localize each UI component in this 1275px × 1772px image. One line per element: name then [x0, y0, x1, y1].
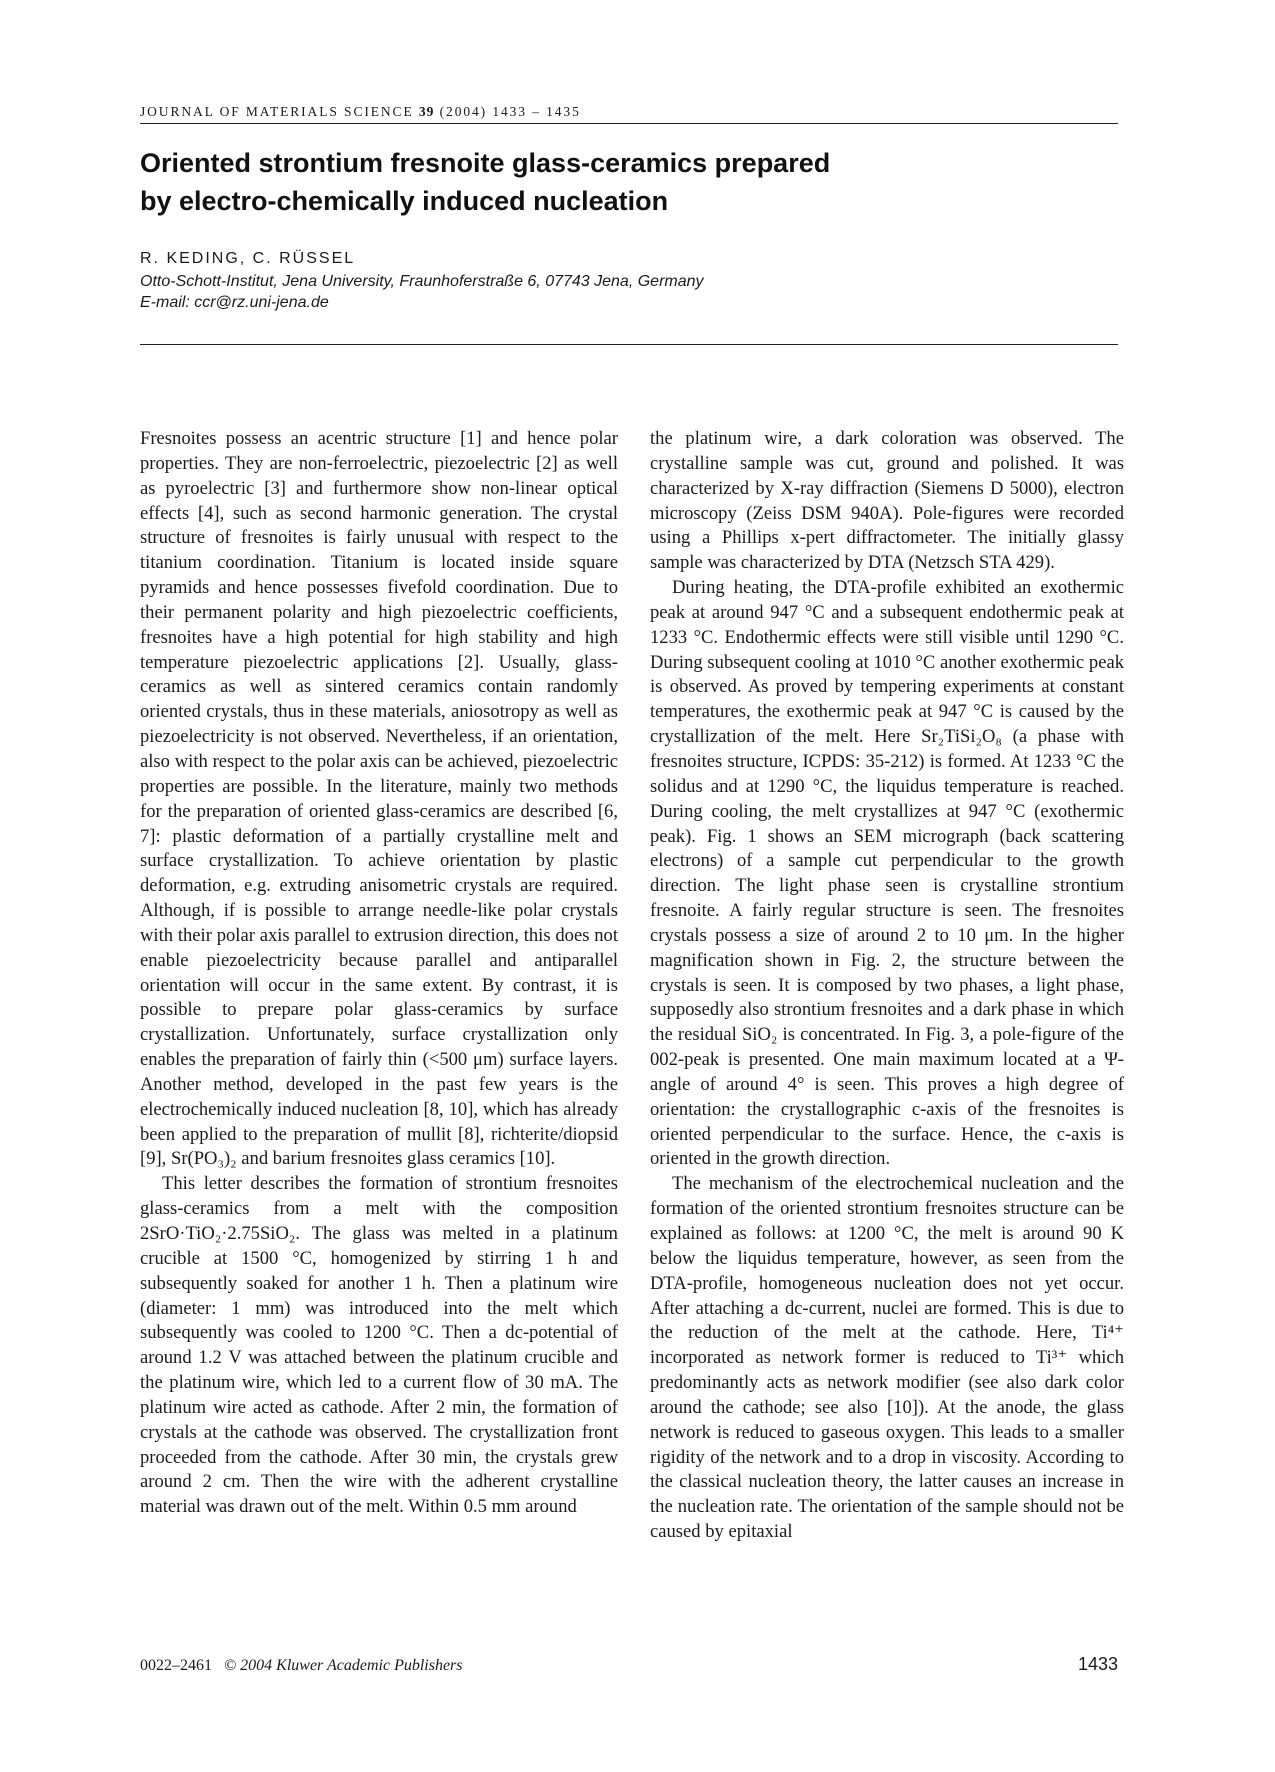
body-paragraph: Fresnoites possess an acentric structure [1] and hence polar properties. They are non-ferroelectric, piezoelectric [2] as well as pyroelectric [3] and furthermore show non-linear optical effects [4], such as second harmonic generation. The crystal structure of fresnoites is fairly unusual with respect to the titanium coordination. Titanium is located inside square pyramids and hence possesses fivefold coordination. Due to their permanent polarity and high piezoelectric coefficients, fresnoites have a high potential for high stability and high temperature piezoelectric applications [2]. Usually, glass-ceramics as well as sintered ceramics contain randomly oriented crystals, thus in these materials, aniosotropy as well as piezoelectricity is not observed. Nevertheless, if an orientation, also with respect to the polar axis can be achieved, piezoelectric properties are possible. In the literature, mainly two methods for the preparation of oriented glass-ceramics are described [6, 7]: plastic deformation of a partially crystalline melt and surface crystallization. To achieve orientation by plastic deformation, e.g. extruding anisometric crystals are required. Although, if is possible to arrange needle-like polar crystals with their polar axis parallel to extrusion direction, this does not enable piezoelectricity because parallel and antiparallel orientation will occur in the same extent. By contrast, it is possible to prepare polar glass-ceramics by surface crystallization. Unfortunately, surface crystallization only enables the preparation of fairly thin (<500 μm) surface layers. Another method, developed in the past few years is the electrochemically induced nucleation [8, 10], which has already been applied to the preparation of mullit [8], richterite/diopsid [9], Sr(PO₃)₂ and barium fresnoites glass ceramics [10].: [140, 428, 618, 1170]
article-authors: R. KEDING, C. RÜSSEL: [140, 250, 356, 267]
page-footer: [140, 1657, 463, 1675]
journal-name: JOURNAL OF MATERIALS SCIENCE: [140, 104, 414, 119]
page-number: 1433: [1077, 1654, 1118, 1674]
body-column-left: [140, 427, 618, 1520]
author-email: E-mail: ccr@rz.uni-jena.de: [140, 294, 329, 311]
article-title-line-2: by electro-chemically induced nucleation: [140, 186, 669, 216]
footer-issn: 0022–2461: [140, 1657, 212, 1674]
author-affiliation-block: [140, 271, 704, 313]
body-paragraph: This letter describes the formation of strontium fresnoites glass-ceramics from a melt with the composition 2SrO·TiO₂·2.75SiO₂. The glass was melted in a platinum crucible at 1500 °C, homogenized by stirring 1 h and subsequently soaked for another 1 h. Then a platinum wire (diameter: 1 mm) was introduced into the melt which subsequently was cooled to 1200 °C. Then a dc-potential of around 1.2 V was attached between the platinum crucible and the platinum wire, which led to a current flow of 30 mA. The platinum wire acted as cathode. After 2 min, the formation of crystals at the cathode was observed. The crystallization front proceeded from the cathode. After 30 min, the crystals grew around 2 cm. Then the wire with the adherent crystalline material was drawn out of the melt. Within 0.5 mm around: [140, 1173, 618, 1518]
journal-year-pages: (2004) 1433 – 1435: [439, 104, 581, 119]
body-paragraph: The mechanism of the electrochemical nucleation and the formation of the oriented strontium fresnoites structure can be explained as follows: at 1200 °C, the melt is around 90 K below the liquidus temperature, however, as seen from the DTA-profile, homogeneous nucleation does not yet occur. After attaching a dc-current, nuclei are formed. This is due to the reduction of the melt at the cathode. Here, Ti⁴⁺ incorporated as network former is reduced to Ti³⁺ which predominantly acts as network modifier (see also dark color around the cathode; see also [10]). At the anode, the glass network is reduced to gaseous oxygen. This leads to a smaller rigidity of the network and to a drop in viscosity. According to the classical nucleation theory, the latter causes an increase in the nucleation rate. The orientation of the sample should not be caused by epitaxial: [650, 1173, 1124, 1543]
author-affiliation: Otto-Schott-Institut, Jena University, Fraunhoferstraße 6, 07743 Jena, Germany: [140, 273, 704, 290]
header-rule: [140, 123, 1118, 124]
body-column-right: [650, 427, 1124, 1545]
body-paragraph: the platinum wire, a dark coloration was observed. The crystalline sample was cut, ground and polished. It was characterized by X-ray diffraction (Siemens D 5000), electron microscopy (Zeiss DSM 940A). Pole-figures were recorded using a Phillips x-pert diffractometer. The initially glassy sample was characterized by DTA (Netzsch STA 429).: [650, 428, 1124, 574]
article-title-line-1: Oriented strontium fresnoite glass-ceramics prepared: [140, 148, 831, 178]
running-head: [140, 104, 1118, 120]
article-title: [140, 144, 1100, 220]
journal-volume: 39: [418, 104, 435, 119]
body-paragraph: During heating, the DTA-profile exhibited an exothermic peak at around 947 °C and a subsequent endothermic peak at 1233 °C. Endothermic effects were still visible until 1290 °C. During subsequent cooling at 1010 °C another exothermic peak is observed. As proved by tempering experiments at constant temperatures, the exothermic peak at 947 °C is caused by the crystallization of the melt. Here Sr₂TiSi₂O₈ (a phase with fresnoites structure, ICPDS: 35-212) is formed. At 1233 °C the solidus and at 1290 °C, the liquidus temperature is reached. During cooling, the melt crystallizes at 947 °C (exothermic peak). Fig. 1 shows an SEM micrograph (back scattering electrons) of a sample cut perpendicular to the growth direction. The light phase seen is crystalline strontium fresnoite. A fairly regular structure is seen. The fresnoites crystals possess a size of around 2 to 10 μm. In the higher magnification shown in Fig. 2, the structure between the crystals is seen. It is composed by two phases, a light phase, supposedly also strontium fresnoites and a dark phase in which the residual SiO₂ is concentrated. In Fig. 3, a pole-figure of the 002-peak is presented. One main maximum located at a Ψ-angle of around 4° is seen. This proves a high degree of orientation: the crystallographic c-axis of the fresnoites is oriented perpendicular to the surface. Hence, the c-axis is oriented in the growth direction.: [650, 577, 1124, 1170]
title-block-rule: [140, 344, 1118, 345]
footer-copyright: © 2004 Kluwer Academic Publishers: [224, 1657, 463, 1674]
